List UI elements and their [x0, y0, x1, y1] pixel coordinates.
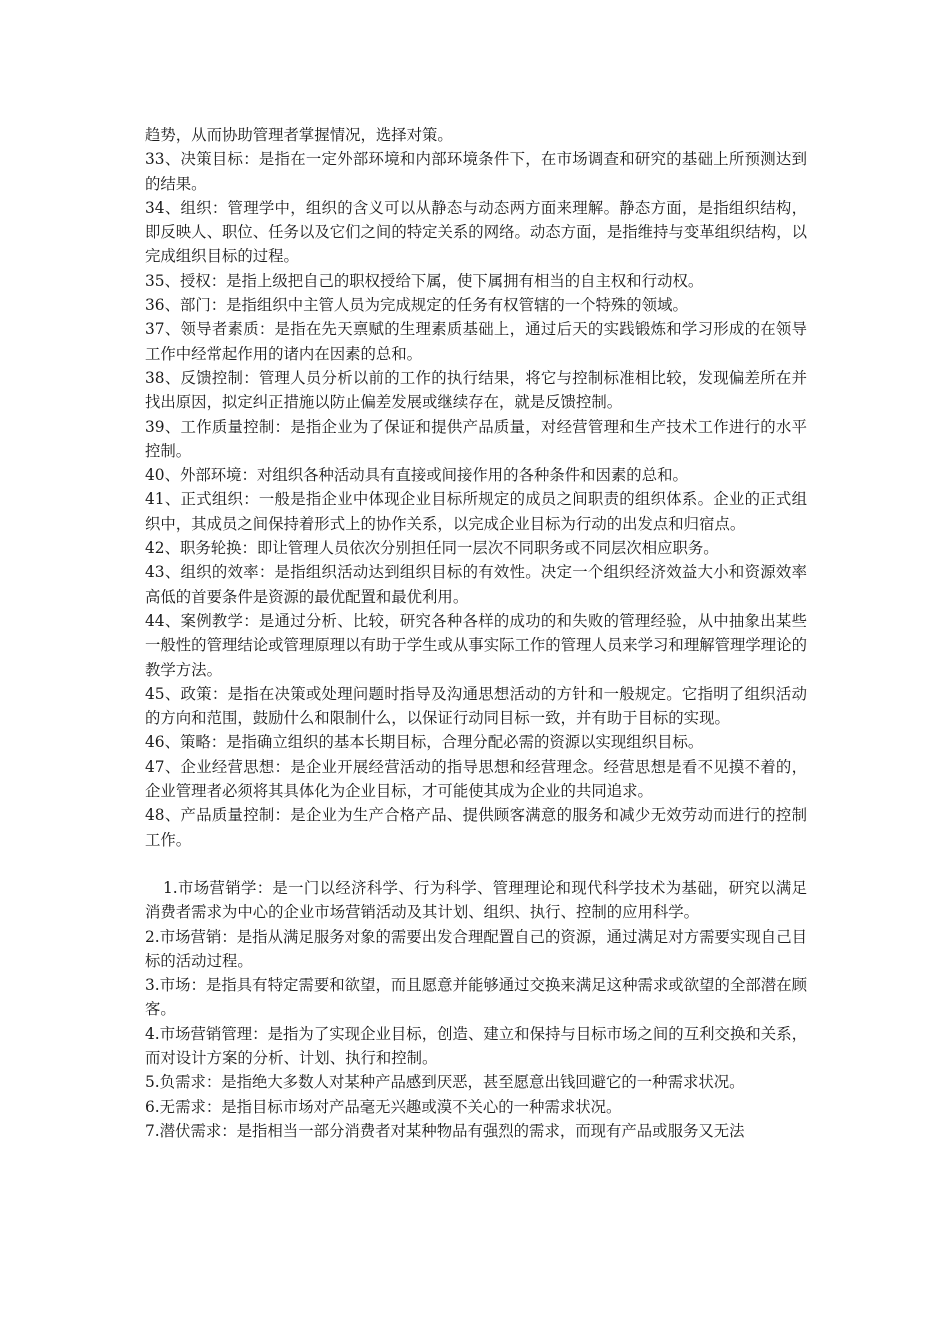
glossary-entry: 36、部门：是指组织中主管人员为完成规定的任务有权管辖的一个特殊的领域。 [145, 296, 688, 315]
glossary-entry: 41、正式组织：一般是指企业中体现企业目标所规定的成员之间职责的组织体系。企业的正式组织中，其成员之间保持着形式上的协作关系，以完成企业目标为行动的出发点和归宿点。 [145, 490, 807, 533]
glossary-entry: 46、策略：是指确立组织的基本长期目标，合理分配必需的资源以实现组织目标。 [145, 733, 704, 752]
glossary-entry: 39、工作质量控制：是指企业为了保证和提供产品质量，对经营管理和生产技术工作进行的水平控制。 [145, 417, 807, 460]
glossary-entry: 43、组织的效率：是指组织活动达到组织目标的有效性。决定一个组织经济效益大小和资源效率高低的首要条件是资源的最优配置和最优利用。 [145, 563, 807, 606]
glossary-entry: 4.市场营销管理：是指为了实现企业目标，创造、建立和保持与目标市场之间的互利交换和关系，而对设计方案的分析、计划、执行和控制。 [145, 1024, 807, 1067]
glossary-entry: 3.市场：是指具有特定需要和欲望，而且愿意并能够通过交换来满足这种需求或欲望的全部潜在顾客。 [145, 976, 807, 1019]
glossary-section-management [145, 123, 807, 852]
glossary-entry: 40、外部环境：对组织各种活动具有直接或间接作用的各种条件和因素的总和。 [145, 466, 688, 485]
glossary-entry: 35、授权：是指上级把自己的职权授给下属，使下属拥有相当的自主权和行动权。 [145, 271, 704, 290]
glossary-entry: 1.市场营销学：是一门以经济科学、行为科学、管理理论和现代科学技术为基础，研究以满足消费者需求为中心的企业市场营销活动及其计划、组织、执行、控制的应用科学。 [145, 878, 807, 922]
document-body [145, 123, 807, 1143]
glossary-entry: 48、产品质量控制：是企业为生产合格产品、提供顾客满意的服务和减少无效劳动而进行的控制工作。 [145, 806, 807, 849]
glossary-entry: 34、组织：管理学中，组织的含义可以从静态与动态两方面来理解。静态方面，是指组织结构，即反映人、职位、任务以及它们之间的特定关系的网络。动态方面，是指维持与变革组织结构，以完成组织目标的过程。 [145, 198, 807, 266]
glossary-section-marketing [145, 876, 807, 1143]
glossary-entry: 2.市场营销：是指从满足服务对象的需要出发合理配置自己的资源，通过满足对方需要实现自己目标的活动过程。 [145, 927, 807, 970]
glossary-entry: 42、职务轮换：即让管理人员依次分别担任同一层次不同职务或不同层次相应职务。 [145, 539, 719, 558]
glossary-entry: 44、案例教学：是通过分析、比较，研究各种各样的成功的和失败的管理经验，从中抽象出某些一般性的管理结论或管理原理以有助于学生或从事实际工作的管理人员来学习和理解管理学理论的教学方法。 [145, 611, 807, 679]
glossary-entry: 33、决策目标：是指在一定外部环境和内部环境条件下，在市场调查和研究的基础上所预测达到的结果。 [145, 150, 807, 193]
glossary-entry: 5.负需求：是指绝大多数人对某种产品感到厌恶，甚至愿意出钱回避它的一种需求状况。 [145, 1073, 745, 1092]
glossary-entry: 37、领导者素质：是指在先天禀赋的生理素质基础上，通过后天的实践锻炼和学习形成的在领导工作中经常起作用的诸内在因素的总和。 [145, 320, 807, 363]
glossary-entry: 38、反馈控制：管理人员分析以前的工作的执行结果，将它与控制标准相比较，发现偏差所在并找出原因，拟定纠正措施以防止偏差发展或继续存在，就是反馈控制。 [145, 368, 807, 412]
glossary-entry: 趋势，从而协助管理者掌握情况，选择对策。 [145, 126, 453, 144]
glossary-entry: 47、企业经营思想：是企业开展经营活动的指导思想和经营理念。经营思想是看不见摸不着的，企业管理者必须将其具体化为企业目标，才可能使其成为企业的共同追求。 [145, 757, 807, 801]
glossary-entry: 7.潜伏需求：是指相当一部分消费者对某种物品有强烈的需求，而现有产品或服务又无法 [145, 1121, 745, 1140]
section-spacer [145, 852, 807, 876]
glossary-entry: 6.无需求：是指目标市场对产品毫无兴趣或漠不关心的一种需求状况。 [145, 1097, 622, 1116]
glossary-entry: 45、政策：是指在决策或处理问题时指导及沟通思想活动的方针和一般规定。它指明了组织活动的方向和范围，鼓励什么和限制什么，以保证行动同目标一致，并有助于目标的实现。 [145, 684, 807, 728]
